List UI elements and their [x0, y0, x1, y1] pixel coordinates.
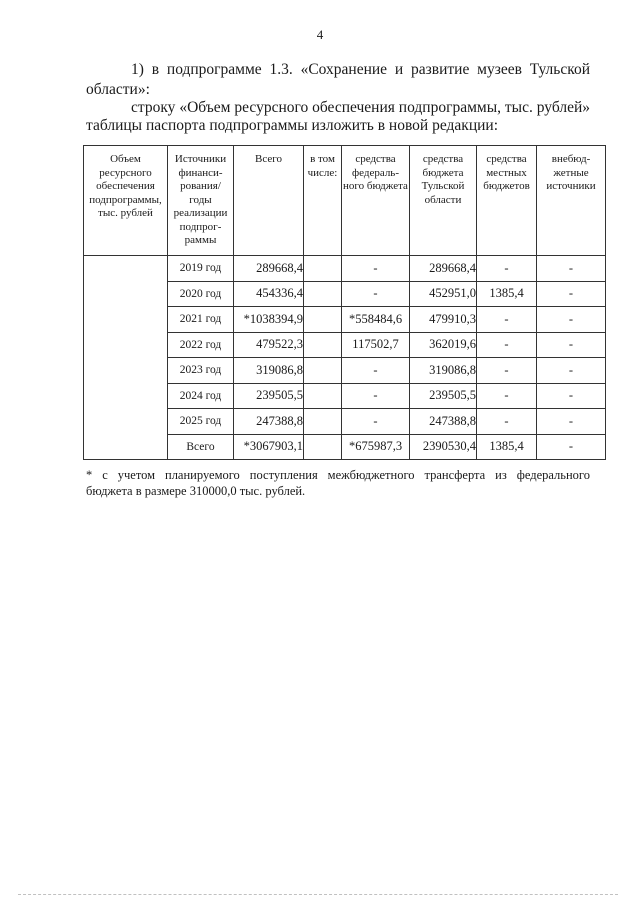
cell-year: 2022 год — [168, 332, 234, 358]
cell-regional: 362019,6 — [410, 332, 477, 358]
cell-federal: - — [342, 409, 410, 435]
cell-local: - — [477, 383, 537, 409]
cell-regional: 452951,0 — [410, 281, 477, 307]
cell-local: 1385,4 — [477, 434, 537, 460]
header-local-budgets: средства местных бюджетов — [477, 146, 537, 256]
merged-label-cell — [84, 256, 168, 460]
cell-including — [304, 358, 342, 384]
cell-regional: 479910,3 — [410, 307, 477, 333]
table-header-row — [84, 146, 606, 256]
cell-year: 2021 год — [168, 307, 234, 333]
cell-total: 247388,8 — [234, 409, 304, 435]
footnote-line1: * с учетом планируемого поступления межбюджетного трансферта из федерального — [86, 468, 590, 482]
table-row — [84, 256, 606, 282]
cell-extrabudgetary: - — [537, 358, 606, 384]
cell-total: 479522,3 — [234, 332, 304, 358]
cell-including — [304, 332, 342, 358]
cell-federal: - — [342, 281, 410, 307]
header-resource-volume: Объем ресурсного обеспечения подпрограммы, тыс. рублей — [84, 146, 168, 256]
cell-local: - — [477, 358, 537, 384]
cell-federal: *558484,6 — [342, 307, 410, 333]
paragraph-subprogram-line2: области»: — [86, 81, 150, 98]
cell-total: *1038394,9 — [234, 307, 304, 333]
footnote-line2: бюджета в размере 310000,0 тыс. рублей. — [86, 484, 306, 498]
cell-federal: *675987,3 — [342, 434, 410, 460]
cell-extrabudgetary: - — [537, 383, 606, 409]
cell-local: - — [477, 409, 537, 435]
cell-total: 239505,5 — [234, 383, 304, 409]
cell-local: - — [477, 256, 537, 282]
page-number: 4 — [316, 27, 324, 42]
cell-year: 2019 год — [168, 256, 234, 282]
paragraph-subprogram-line1: 1) в подпрограмме 1.3. «Сохранение и развитие музеев Тульской — [131, 61, 590, 78]
cell-regional: 2390530,4 — [410, 434, 477, 460]
cell-year: 2023 год — [168, 358, 234, 384]
cell-regional: 239505,5 — [410, 383, 477, 409]
cell-total: 454336,4 — [234, 281, 304, 307]
cell-extrabudgetary: - — [537, 256, 606, 282]
header-including: в том числе: — [304, 146, 342, 256]
cell-federal: - — [342, 256, 410, 282]
cell-year: 2024 год — [168, 383, 234, 409]
cell-including — [304, 409, 342, 435]
paragraph-instruction-line2: таблицы паспорта подпрограммы изложить в новой редакции: — [86, 117, 499, 134]
header-funding-sources: Источники финанси-рования/ годы реализации подпрог-раммы — [168, 146, 234, 256]
cell-total: 319086,8 — [234, 358, 304, 384]
cell-extrabudgetary: - — [537, 409, 606, 435]
cell-local: - — [477, 307, 537, 333]
cell-regional: 289668,4 — [410, 256, 477, 282]
cell-extrabudgetary: - — [537, 332, 606, 358]
cell-extrabudgetary: - — [537, 434, 606, 460]
paragraph-instruction-line1: строку «Объем ресурсного обеспечения подпрограммы, тыс. рублей» — [131, 99, 590, 116]
cell-year: Всего — [168, 434, 234, 460]
cell-regional: 319086,8 — [410, 358, 477, 384]
cell-year: 2020 год — [168, 281, 234, 307]
cell-local: - — [477, 332, 537, 358]
cell-local: 1385,4 — [477, 281, 537, 307]
cell-including — [304, 307, 342, 333]
cell-extrabudgetary: - — [537, 307, 606, 333]
scan-artifact-line — [18, 894, 618, 897]
cell-federal: 117502,7 — [342, 332, 410, 358]
header-federal-budget: средства федераль-ного бюджета — [342, 146, 410, 256]
cell-including — [304, 434, 342, 460]
header-regional-budget: средства бюджета Тульской области — [410, 146, 477, 256]
header-total: Всего — [234, 146, 304, 256]
cell-including — [304, 281, 342, 307]
cell-including — [304, 383, 342, 409]
cell-extrabudgetary: - — [537, 281, 606, 307]
cell-including — [304, 256, 342, 282]
header-extrabudgetary: внебюд-жетные источники — [537, 146, 606, 256]
cell-federal: - — [342, 383, 410, 409]
cell-regional: 247388,8 — [410, 409, 477, 435]
funding-table — [83, 145, 606, 460]
cell-total: 289668,4 — [234, 256, 304, 282]
cell-year: 2025 год — [168, 409, 234, 435]
cell-total: *3067903,1 — [234, 434, 304, 460]
cell-federal: - — [342, 358, 410, 384]
